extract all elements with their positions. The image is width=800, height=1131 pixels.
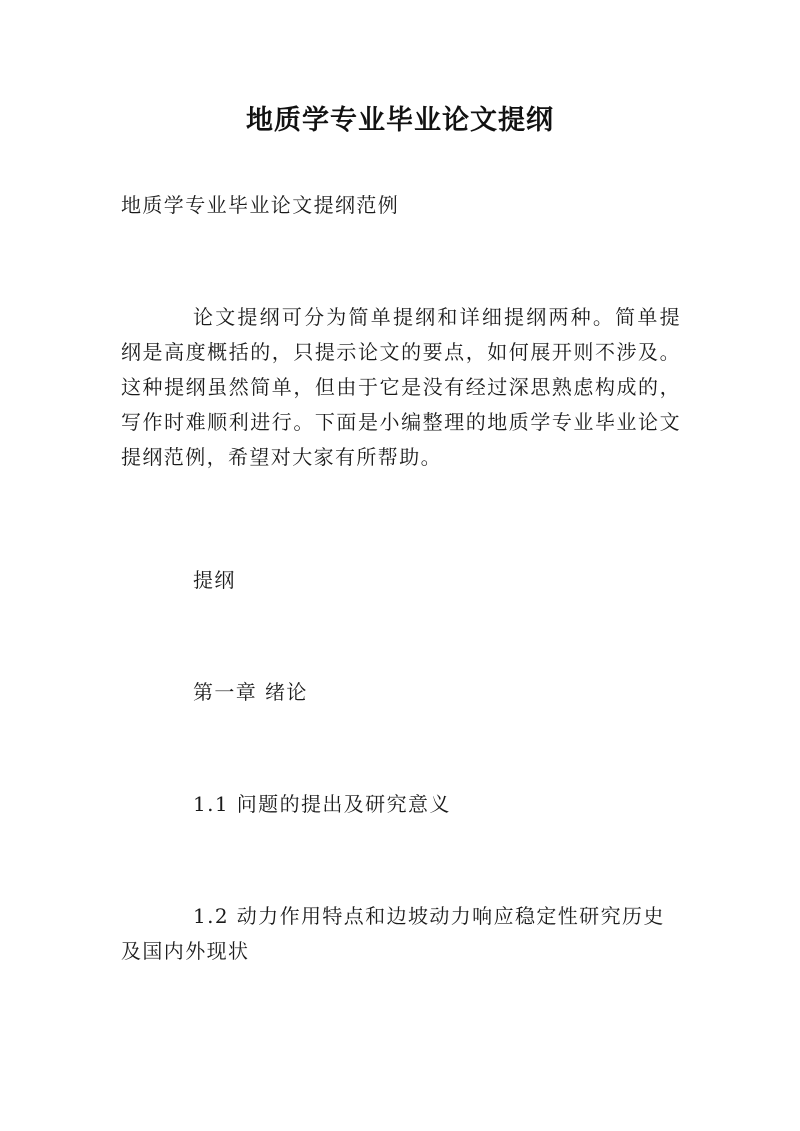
chapter-heading: 第一章 绪论 bbox=[193, 680, 308, 704]
document-subtitle: 地质学专业毕业论文提纲范例 bbox=[121, 193, 400, 217]
document-title: 地质学专业毕业论文提纲 bbox=[246, 105, 554, 136]
outline-item: 1.2 动力作用特点和边坡动力响应稳定性研究历史及国内外现状 bbox=[121, 904, 665, 963]
outline-item: 1.1 问题的提出及研究意义 bbox=[193, 792, 451, 816]
intro-paragraph: 论文提纲可分为简单提纲和详细提纲两种。简单提纲是高度概括的，只提示论文的要点，如何展开则不涉及。这种提纲虽然简单，但由于它是没有经过深思熟虑构成的，写作时难顺利进行。下面是小编整理的地质学专业毕业论文提纲范例，希望对大家有所帮助。 bbox=[121, 305, 681, 469]
outline-heading: 提纲 bbox=[193, 568, 236, 592]
